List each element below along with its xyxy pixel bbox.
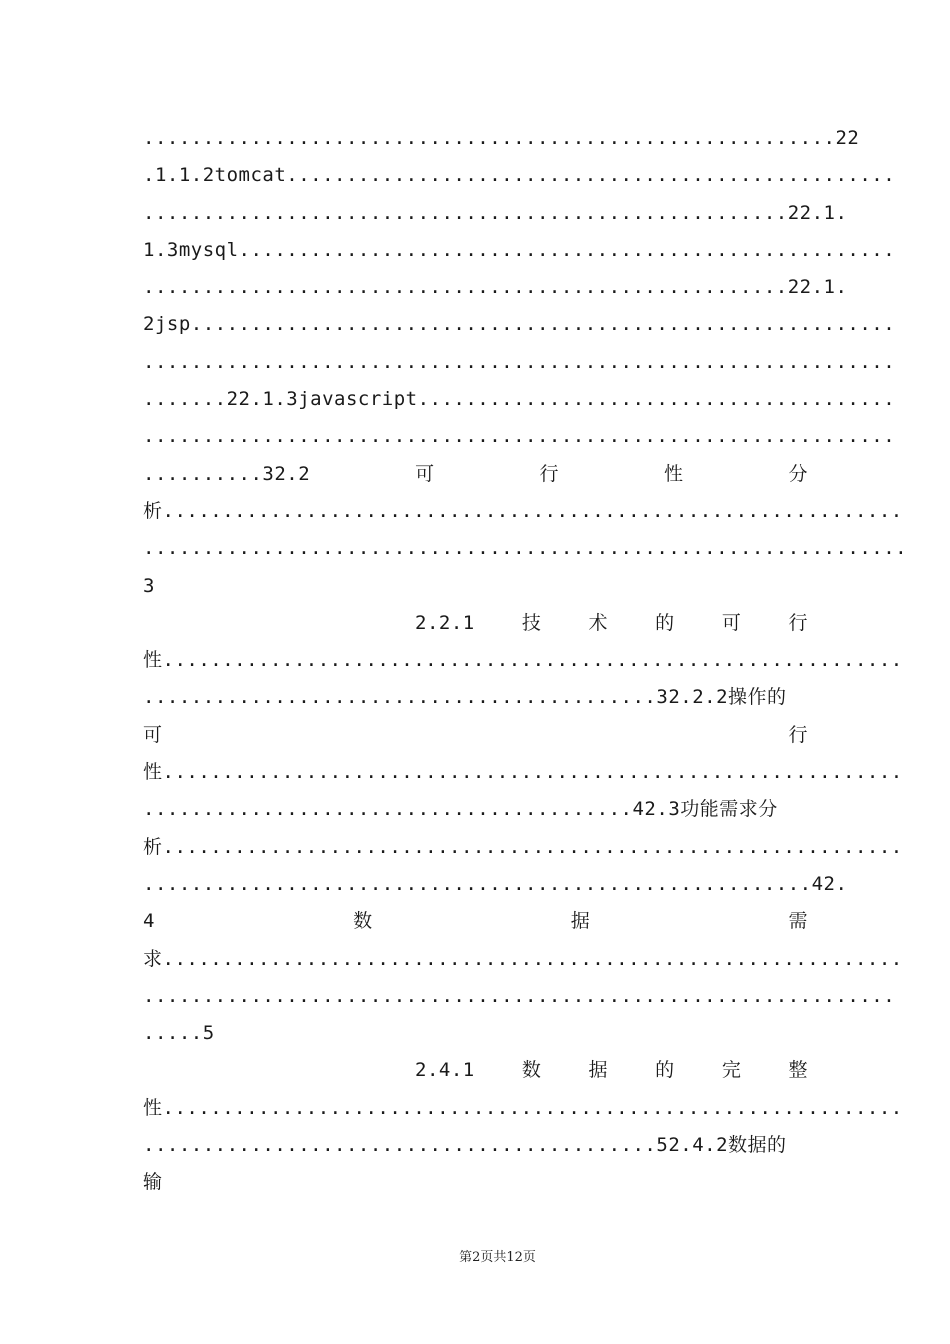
toc-line: ......................................................22.1. <box>143 201 848 224</box>
toc-line: 性.............................................................. <box>143 649 903 672</box>
table-of-contents <box>143 120 908 1202</box>
toc-char: 据 <box>570 910 591 933</box>
toc-char: 的 <box>655 611 675 634</box>
toc-line-data-integrity <box>143 1052 808 1089</box>
toc-line: ......................................................22.1. <box>143 276 848 299</box>
toc-line: .........................................42.3功能需求分 <box>143 798 778 821</box>
toc-line: ................................................................ <box>143 537 908 560</box>
toc-entry-number: ..........32.2 <box>143 462 311 485</box>
toc-line: ...........................................32.2.2操作的 <box>143 686 787 709</box>
toc-line: 析.............................................................. <box>143 835 903 858</box>
toc-line: 性.............................................................. <box>143 761 903 784</box>
toc-char: 术 <box>588 611 609 634</box>
toc-line-feasibility <box>143 456 808 493</box>
toc-char: 分 <box>788 462 808 485</box>
toc-line: ........................................................42. <box>143 872 848 895</box>
toc-line: ............................................................... <box>143 350 896 373</box>
toc-line: ............................................................... <box>143 425 896 448</box>
toc-line: ............................................................... <box>143 984 896 1007</box>
toc-char: 行 <box>788 611 808 634</box>
toc-char: 数 <box>521 1059 542 1082</box>
toc-line: 1.3mysql....................................................... <box>143 238 896 261</box>
toc-char: 性 <box>664 462 684 485</box>
toc-char: 据 <box>588 1059 609 1082</box>
toc-line: ..........................................................22 <box>143 127 860 149</box>
toc-entry-number: 2.2.1 <box>415 611 475 634</box>
toc-char: 整 <box>788 1059 808 1082</box>
toc-char: 行 <box>539 462 560 485</box>
toc-char: 可 <box>415 462 435 485</box>
toc-line: .1.1.2tomcat................................................... <box>143 164 896 187</box>
toc-char: 行 <box>788 723 808 746</box>
toc-line: 3 <box>143 574 155 597</box>
toc-char: 技 <box>521 611 542 634</box>
toc-char: 数 <box>353 910 373 933</box>
toc-line-tech-feasibility <box>143 605 808 642</box>
toc-char: 需 <box>788 910 808 933</box>
toc-char: 可 <box>143 723 163 746</box>
toc-line: 求.............................................................. <box>143 947 903 970</box>
toc-line: .....5 <box>143 1022 215 1045</box>
toc-line-op-feasibility <box>143 717 808 754</box>
toc-char: 的 <box>655 1059 675 1082</box>
toc-entry-number: 4 <box>143 910 155 933</box>
toc-line: 析.............................................................. <box>143 499 903 522</box>
toc-line: ...........................................52.4.2数据的 <box>143 1134 787 1157</box>
toc-line: 2jsp........................................................... <box>143 313 896 336</box>
toc-entry-number: 2.4.1 <box>415 1059 475 1082</box>
toc-line: 性.............................................................. <box>143 1096 903 1119</box>
toc-char: 可 <box>721 611 742 634</box>
toc-char: 完 <box>721 1059 742 1082</box>
page-number-footer: 第2页共12页 <box>459 1250 536 1265</box>
toc-line: 输 <box>143 1171 163 1194</box>
toc-line-data-requirements <box>143 903 808 940</box>
toc-line: .......22.1.3javascript........................................ <box>143 388 896 411</box>
